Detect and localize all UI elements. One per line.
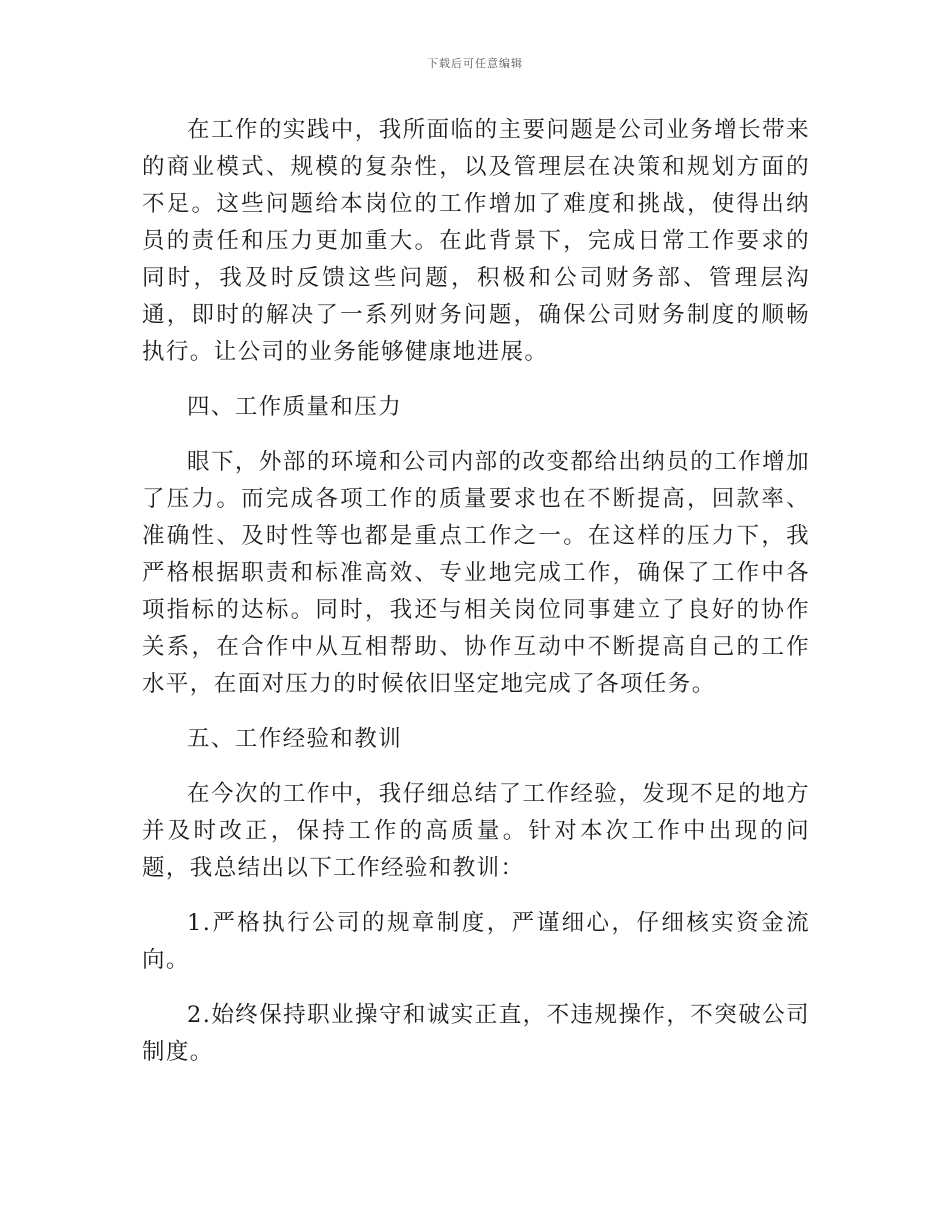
list-item-1: 1.严格执行公司的规章制度，严谨细心，仔细核实资金流向。 [142,910,810,973]
paragraph-problems: 在工作的实践中，我所面临的主要问题是公司业务增长带来的商业模式、规模的复杂性，以及管理层在决策和规划方面的不足。这些问题给本岗位的工作增加了难度和挑战，使得出纳员的责任和压力更加重大。在此背景下，完成日常工作要求的同时，我及时反馈这些问题，积极和公司财务部、管理层沟通，即时的解决了一系列财务问题，确保公司财务制度的顺畅执行。让公司的业务能够健康地进展。 [142,117,810,365]
section-heading-experience-lessons: 五、工作经验和教训 [187,726,403,752]
list-item-2: 2.始终保持职业操守和诚实正直，不违规操作，不突破公司制度。 [142,1002,810,1065]
paragraph-experience-lessons: 在今次的工作中，我仔细总结了工作经验，发现不足的地方并及时改正，保持工作的高质量。针对本次工作中出现的问题，我总结出以下工作经验和教训： [142,781,810,881]
paragraph-quality-pressure: 眼下，外部的环境和公司内部的改变都给出纳员的工作增加了压力。而完成各项工作的质量要求也在不断提高，回款率、准确性、及时性等也都是重点工作之一。在这样的压力下，我严格根据职责和标准高效、专业地完成工作，确保了工作中各项指标的达标。同时，我还与相关岗位同事建立了良好的协作关系，在合作中从互相帮助、协作互动中不断提高自己的工作水平，在面对压力的时候依旧坚定地完成了各项任务。 [142,449,810,697]
document-body [142,112,810,1071]
page-header: 下载后可任意编辑 [427,57,523,70]
section-heading-quality-pressure: 四、工作质量和压力 [187,394,403,420]
